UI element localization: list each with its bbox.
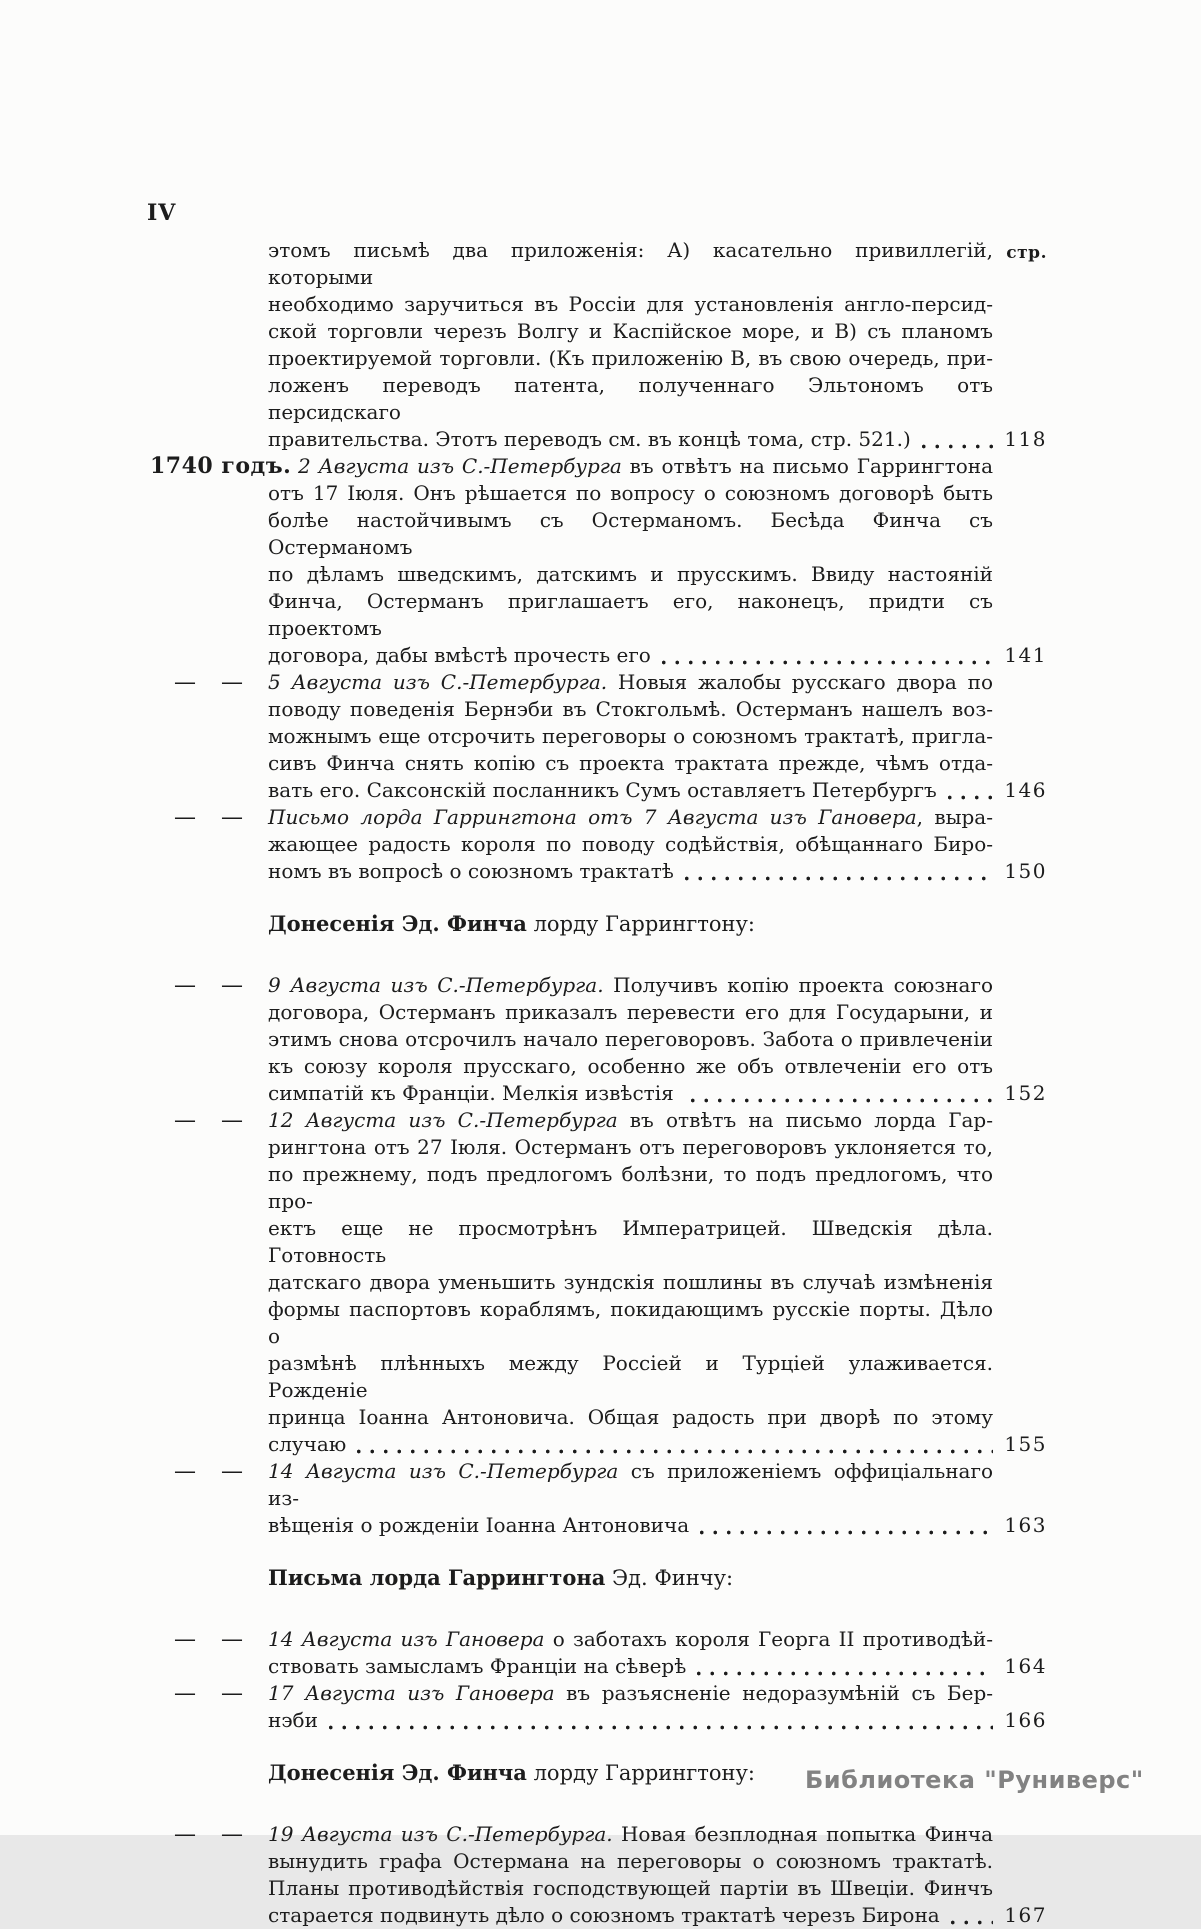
toc-line-text: ской торговли черезъ Волгу и Каспійское море, и В) съ планомъ xyxy=(268,319,993,343)
entry-body xyxy=(268,237,1047,453)
toc-line-text: нэби xyxy=(268,1708,318,1732)
toc-line-text: по дѣламъ шведскимъ, датскимъ и прусскимъ. Ввиду настояній xyxy=(268,562,993,586)
ditto-marks: — — xyxy=(174,805,252,830)
toc-line-text: формы паспортовъ кораблямъ, покидающимъ русскіе порты. Дѣло о xyxy=(268,1297,993,1348)
toc-line-text: жающее радость короля по поводу содѣйствія, обѣщаннаго Биро- xyxy=(268,832,993,856)
toc-line-text: правительства. Этотъ переводъ см. въ концѣ тома, стр. 521.) xyxy=(268,427,911,451)
library-watermark: Библиотека "Руниверс" xyxy=(805,1766,1144,1794)
entry-body xyxy=(268,972,1047,1107)
entry-margin xyxy=(150,453,292,480)
entry-body xyxy=(268,453,1047,669)
dot-leader xyxy=(657,642,993,669)
toc-line xyxy=(268,1680,993,1707)
toc-entries xyxy=(150,237,1047,1929)
toc-line xyxy=(268,1215,993,1269)
toc-line xyxy=(268,426,1047,453)
toc-line xyxy=(268,669,993,696)
entry-margin xyxy=(150,669,268,696)
toc-line xyxy=(268,1269,993,1296)
toc-line xyxy=(268,291,993,318)
toc-line-text: отъ 17 Іюля. Онъ рѣшается по вопросу о союзномъ договорѣ быть xyxy=(268,481,993,505)
toc-line-text: сивъ Финча снять копію съ проекта трактата прежде, чѣмъ отда- xyxy=(268,751,993,775)
entry-date-lead: 2 Августа изъ С.-Петербурга xyxy=(298,454,622,478)
toc-line-text: Новая безплодная попытка Финча xyxy=(612,1822,993,1846)
section-heading xyxy=(268,1564,1047,1592)
entry-body xyxy=(268,1458,1047,1539)
ditto-marks: — — xyxy=(174,1681,252,1706)
ditto-marks: — — xyxy=(174,670,252,695)
toc-line xyxy=(268,1626,993,1653)
section-heading xyxy=(268,910,1047,938)
dot-leader xyxy=(686,1080,993,1107)
toc-line xyxy=(268,696,993,723)
toc-line xyxy=(268,1458,993,1512)
folio-number: IV xyxy=(147,200,177,226)
toc-line-text: датскаго двора уменьшить зундскія пошлины въ случаѣ измѣненія xyxy=(268,1270,993,1294)
toc-line-text: ложенъ переводъ патента, полученнаго Эльтономъ отъ персидскаго xyxy=(268,373,993,424)
toc-line-text: этимъ снова отсрочилъ начало переговоровъ. Забота о привлеченіи xyxy=(268,1027,993,1051)
entry-page-number: 167 xyxy=(1004,1903,1047,1927)
toc-line-text: вать его. Саксонскій посланникъ Сумъ оставляетъ Петербургъ xyxy=(268,778,937,802)
toc-line xyxy=(268,1350,993,1404)
entry-date-lead: 5 Августа изъ С.-Петербурга. xyxy=(268,670,608,694)
entry-page-number: 164 xyxy=(1004,1654,1047,1678)
toc-line-text: старается подвинуть дѣло о союзномъ трактатѣ черезъ Бирона xyxy=(268,1903,940,1927)
dot-leader xyxy=(943,777,993,804)
toc-line xyxy=(268,1431,1047,1458)
toc-line-text: номъ въ вопросѣ о союзномъ трактатѣ xyxy=(268,859,674,883)
toc-line xyxy=(268,1107,993,1134)
toc-line-text: размѣнѣ плѣнныхъ между Россіей и Турціей улаживается. Рожденіе xyxy=(268,1351,993,1402)
dot-leader xyxy=(695,1512,993,1539)
year-label: 1740 годъ. xyxy=(150,453,292,479)
entry-margin xyxy=(150,1107,268,1134)
toc-line xyxy=(268,507,993,561)
entry-margin xyxy=(150,1626,268,1653)
toc-line-text: Планы противодѣйствія господствующей партіи въ Швеціи. Финчъ xyxy=(268,1876,993,1900)
toc-line xyxy=(268,972,993,999)
toc-entry xyxy=(150,1626,1047,1680)
toc-line xyxy=(268,1875,993,1902)
toc-line-text: въ разъясненіе недоразумѣній съ Бер- xyxy=(554,1681,994,1705)
entry-margin xyxy=(150,972,268,999)
entry-page-number: 146 xyxy=(1004,778,1047,802)
ditto-marks: — — xyxy=(174,973,252,998)
toc-line xyxy=(268,1026,993,1053)
entry-page-number: 155 xyxy=(1004,1432,1047,1456)
entry-page-number: 118 xyxy=(1004,427,1047,451)
toc-line xyxy=(268,1134,993,1161)
entry-body xyxy=(268,804,1047,885)
toc-entry xyxy=(150,972,1047,1107)
toc-line xyxy=(268,318,993,345)
toc-line-text: о заботахъ короля Георга II противодѣй- xyxy=(544,1627,993,1651)
dot-leader xyxy=(324,1707,993,1734)
entry-date-lead: 14 Августа изъ С.-Петербурга xyxy=(268,1459,619,1483)
toc-line-text: проектируемой торговли. (Къ приложенію В, въ свою очередь, при- xyxy=(268,346,993,370)
entry-date-lead: Письмо лорда Гаррингтона отъ 7 Августа изъ Гановера xyxy=(268,805,917,829)
section-heading-emphasis: Письма лорда Гаррингтона xyxy=(268,1565,606,1590)
dot-leader xyxy=(692,1653,993,1680)
toc-line-text: можнымъ еще отсрочить переговоры о союзномъ трактатѣ, пригла- xyxy=(268,724,993,748)
toc-line xyxy=(268,237,993,291)
section-heading-addressee: лорду Гаррингтону: xyxy=(526,1761,755,1785)
toc-line xyxy=(268,1653,1047,1680)
toc-line-text: вѣщенія о рожденіи Іоанна Антоновича xyxy=(268,1513,690,1537)
toc-line xyxy=(268,1080,1047,1107)
entry-date-lead: 14 Августа изъ Гановера xyxy=(268,1627,545,1651)
entry-margin xyxy=(150,804,268,831)
toc-line xyxy=(268,345,993,372)
entry-date-lead: 9 Августа изъ С.-Петербурга. xyxy=(268,973,604,997)
section-heading-emphasis: Донесенія Эд. Финча xyxy=(268,911,527,936)
ditto-marks: — — xyxy=(174,1627,252,1652)
entry-body xyxy=(268,1626,1047,1680)
toc-line xyxy=(268,1161,993,1215)
entry-page-number: 166 xyxy=(1004,1708,1047,1732)
toc-line xyxy=(268,858,1047,885)
entry-date-lead: 19 Августа изъ С.-Петербурга. xyxy=(268,1822,613,1846)
dot-leader xyxy=(917,426,993,453)
dot-leader xyxy=(680,858,993,885)
entry-margin xyxy=(150,1821,268,1848)
toc-entry xyxy=(150,1107,1047,1458)
entry-page-number: 141 xyxy=(1004,643,1047,667)
toc-line xyxy=(268,1848,993,1875)
section-heading-addressee: лорду Гаррингтону: xyxy=(526,912,755,936)
toc-line-text: Финча, Остерманъ приглашаетъ его, наконецъ, придти съ проектомъ xyxy=(268,589,993,640)
section-heading-addressee: Эд. Финчу: xyxy=(605,1566,734,1590)
toc-line-text: симпатій къ Франціи. Мелкія извѣстія xyxy=(268,1081,681,1105)
toc-line-text: вынудить графа Остермана на переговоры о союзномъ трактатѣ. xyxy=(268,1849,993,1873)
ditto-marks: — — xyxy=(174,1822,252,1847)
toc-line xyxy=(268,1404,993,1431)
toc-line-text: договора, Остерманъ приказалъ перевести его для Государыни, и xyxy=(268,1000,993,1024)
toc-line-text: съ приложеніемъ оффиціальнаго из- xyxy=(268,1459,993,1510)
toc-line xyxy=(268,999,993,1026)
toc-entry xyxy=(150,1821,1047,1929)
ditto-marks: — — xyxy=(174,1108,252,1133)
toc-line-text: необходимо заручиться въ Россіи для установленія англо-персид- xyxy=(268,292,993,316)
toc-line-text: болѣе настойчивымъ съ Остерманомъ. Бесѣда Финча съ Остерманомъ xyxy=(268,508,993,559)
toc-entry xyxy=(150,669,1047,804)
page-column-header: стр. xyxy=(1006,243,1047,263)
toc-line xyxy=(268,480,993,507)
entry-page-number: 150 xyxy=(1004,859,1047,883)
dot-leader xyxy=(352,1431,993,1458)
toc-line xyxy=(268,723,993,750)
entry-page-number: 163 xyxy=(1004,1513,1047,1537)
entry-margin xyxy=(150,1680,268,1707)
entry-body xyxy=(268,1680,1047,1734)
toc-line xyxy=(268,561,993,588)
toc-line xyxy=(268,1707,1047,1734)
toc-line-text: рингтона отъ 27 Іюля. Остерманъ отъ переговоровъ уклоняется то, xyxy=(268,1135,993,1159)
toc-line-text: къ союзу короля прусскаго, особенно же объ отвлеченіи его отъ xyxy=(268,1054,993,1078)
toc-line-text: въ отвѣтъ на письмо лорда Гар- xyxy=(617,1108,993,1132)
toc-entry xyxy=(150,804,1047,885)
toc-line xyxy=(268,372,993,426)
toc-line-text: случаю xyxy=(268,1432,347,1456)
toc-line xyxy=(268,777,1047,804)
toc-line xyxy=(268,1053,993,1080)
toc-line xyxy=(268,831,993,858)
toc-line xyxy=(268,750,993,777)
toc-line-text: ектъ еще не просмотрѣнъ Императрицей. Шведскія дѣла. Готовность xyxy=(268,1216,993,1267)
toc-line-text: этомъ письмѣ два приложенія: А) касательно привиллегій, которыми xyxy=(268,238,993,289)
entry-body xyxy=(268,669,1047,804)
entry-page-number: 152 xyxy=(1004,1081,1047,1105)
dot-leader xyxy=(946,1902,993,1929)
toc-line-text: въ отвѣтъ на письмо Гаррингтона xyxy=(621,454,993,478)
toc-line-text: по прежнему, подъ предлогомъ болѣзни, то подъ предлогомъ, что про- xyxy=(268,1162,993,1213)
toc-line-text: принца Іоанна Антоновича. Общая радость при дворѣ по этому xyxy=(268,1405,993,1429)
entry-body xyxy=(268,1107,1047,1458)
toc-line-text: , выра- xyxy=(916,805,993,829)
toc-entry xyxy=(150,1680,1047,1734)
toc-line xyxy=(268,1296,993,1350)
ditto-marks: — — xyxy=(174,1459,252,1484)
toc-line-text: Новыя жалобы русскаго двора по xyxy=(607,670,993,694)
toc-line xyxy=(268,1902,1047,1929)
toc-entry xyxy=(150,1458,1047,1539)
toc-line xyxy=(268,642,1047,669)
entry-margin xyxy=(150,1458,268,1485)
toc-line-text: Получивъ копію проекта союзнаго xyxy=(603,973,993,997)
toc-line-text: ствовать замысламъ Франціи на сѣверѣ xyxy=(268,1654,687,1678)
toc-line xyxy=(268,1512,1047,1539)
section-heading-emphasis: Донесенія Эд. Финча xyxy=(268,1760,527,1785)
toc-line-text: договора, дабы вмѣстѣ прочесть его xyxy=(268,643,651,667)
toc-line xyxy=(298,453,993,480)
entry-date-lead: 12 Августа изъ С.-Петербурга xyxy=(268,1108,618,1132)
toc-line xyxy=(268,804,993,831)
toc-line xyxy=(268,1821,993,1848)
toc-entry xyxy=(150,453,1047,669)
entry-date-lead: 17 Августа изъ Гановера xyxy=(268,1681,555,1705)
toc-entry xyxy=(150,237,1047,453)
toc-line-text: поводу поведенія Бернэби въ Стокгольмѣ. Остерманъ нашелъ воз- xyxy=(268,697,993,721)
toc-line xyxy=(268,588,993,642)
entry-body xyxy=(268,1821,1047,1929)
